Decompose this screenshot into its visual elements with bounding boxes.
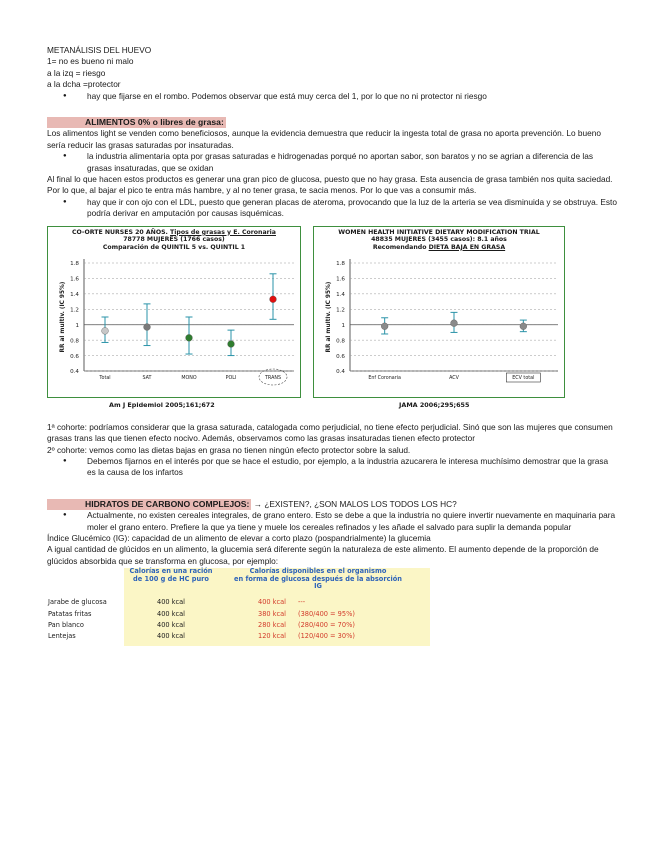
- gi-index: (280/400 = 70%): [298, 620, 355, 629]
- chart-whi-trial: [313, 226, 565, 398]
- section-heading-hc-tail: → ¿EXISTEN?, ¿SON MALOS LOS TODOS LOS HC?: [253, 498, 457, 509]
- gi-kcal: 400 kcal: [157, 632, 185, 641]
- chart2-tick-label: 1.6: [336, 276, 345, 283]
- chart1-title-2: 78778 MUJERES (1766 casos): [123, 236, 225, 244]
- chart2-category-label: Enf Coronaria: [368, 375, 401, 381]
- chart1-tick-label: 1: [75, 322, 79, 329]
- chart1-point-trans: [270, 296, 277, 303]
- chart1-category-label: TRANS: [265, 375, 281, 381]
- gi-header-1a: Calorías en una ración: [129, 567, 213, 576]
- chart1-point-poli: [228, 340, 235, 347]
- chart2-point-acv: [451, 319, 458, 326]
- fat-paragraph-1: Los alimentos light se venden como beneficiosos, aunque la evidencia demuestra que reducir la ingesta total de grasa no aporta prevención. Lo bueno sería reducir las grasas saturadas por insaturadas.: [47, 128, 601, 150]
- chart1-point-mono: [186, 334, 193, 341]
- chart1-point-total: [102, 327, 109, 334]
- chart1-tick-label: 0.6: [70, 353, 79, 360]
- gi-food: Lentejas: [48, 632, 76, 641]
- gi-index: ---: [298, 598, 306, 607]
- intro-title: METANÁLISIS DEL HUEVO: [47, 45, 152, 55]
- gi-kcal: 400 kcal: [157, 620, 185, 629]
- gi-available: 380 kcal: [258, 609, 286, 618]
- interest-bullet: ● Debemos fijarnos en el interés por que se hace el estudio, por ejemplo, a la industria azucarera le interesa muchísimo demostrar que la grasa es la causa de los infartos: [47, 456, 617, 479]
- fat-bullet-1: ● la industria alimentaria opta por grasas saturadas e hidrogenadas porqué no aportan sabor, son baratos y no se agrian a diferencia de las grasas insaturadas, que se oxidan: [47, 151, 617, 174]
- chart2-title-3b: DIETA BAJA EN GRASA: [428, 243, 506, 251]
- hc-paragraph-1: Índice Glucémico (IG): capacidad de un alimento de elevar a corto plazo (pospandrialmente) la glucemia: [47, 532, 431, 543]
- chart1-tick-label: 1.6: [70, 276, 79, 283]
- chart2-title-2: 48835 MUJERES (3455 casos): 8.1 años: [371, 236, 507, 244]
- chart2-tick-label: 1.2: [336, 307, 345, 314]
- chart2-tick-label: 1.8: [336, 260, 345, 267]
- gi-header-2a: Calorías disponibles en el organismo: [249, 567, 387, 576]
- chart1-tick-label: 1.2: [70, 307, 79, 314]
- chart1-category-label: MONO: [181, 375, 197, 381]
- chart2-tick-label: 1: [341, 322, 345, 329]
- gi-kcal: 400 kcal: [157, 609, 185, 618]
- table-row: [46, 620, 420, 631]
- section-heading-hc: HIDRATOS DE CARBONO COMPLEJOS:: [47, 499, 251, 510]
- fat-bullet-2: ● hay que ir con ojo con el LDL, puesto que generan placas de ateroma, provocando que la luz de la arteria se vea disminuida y se obstruya. Esto podría derivar en amputación por causas isquémicas.: [47, 197, 617, 220]
- chart1-y-label: RR al multiv. (IC 95%): [60, 281, 66, 353]
- chart1-category-label: Total: [99, 375, 111, 381]
- fat-paragraph-2: Al final lo que hacen estos productos es generar una gran pico de glucosa, puesto que no hay grasa. Esta ausencia de grasa también nos quita saciedad. Por lo que, al bajar el pico te entra más hambre, y al no tener grasa, te sacia menos. Por lo que vas a consumir más.: [47, 174, 613, 196]
- chart1-title-b: Tipos de grasas y E. Coronaria: [170, 228, 276, 236]
- chart2-title-3a: Recomendando: [372, 243, 429, 251]
- gi-header-2b: en forma de glucosa después de la absorción: [234, 574, 402, 583]
- hc-paragraph-2: A igual cantidad de glúcidos en un alimento, la glucemia será diferente según la naturaleza de este alimento. El aumento depende de la proporción de glúcidos absorbida que se transforma en glucosa, por ejemplo:: [47, 544, 599, 566]
- section-heading-fat: ALIMENTOS 0% o libres de grasa:: [47, 117, 226, 128]
- cohort-2-paragraph: 2º cohorte: vemos como las dietas bajas en grasa no tienen ningún efecto protector sobre la salud.: [47, 444, 411, 455]
- gi-available: 120 kcal: [258, 632, 286, 641]
- hc-bullet-1: ● Actualmente, no existen cereales integrales, de grano entero. Esto se debe a que la industria no quiere invertir nuevamente en maquinaria para moler el grano entero. Prefiere la que ya tiene y muele los cereales refinados y les añade el salvado para suplir la demanda popular: [47, 510, 617, 533]
- chart1-tick-label: 1.8: [70, 260, 79, 267]
- gi-header-1b: de 100 g de HC puro: [133, 574, 209, 583]
- intro-bullet: ● hay que fijarse en el rombo. Podemos observar que está muy cerca del 1, por lo que no ni protector ni riesgo: [47, 91, 617, 102]
- chart2-point-ecv-total: [520, 323, 527, 330]
- charts-row: [47, 226, 617, 422]
- gi-kcal: 400 kcal: [157, 598, 185, 607]
- cohort-1-paragraph: 1ª cohorte: podríamos considerar que la grasa saturada, catalogada como perjudicial, no tiene efecto perjudicial. Sinó que son las mujeres que consumen grasas trans las que tienen efecto nocivo. Además, observamos como las grasas insaturadas tienen efecto protector: [47, 421, 613, 444]
- table-row: [46, 597, 420, 608]
- gi-available: 400 kcal: [258, 598, 286, 607]
- intro-line-1: 1= no es bueno ni malo: [47, 56, 134, 67]
- gi-index: (380/400 = 95%): [298, 609, 355, 618]
- gi-available: 280 kcal: [258, 620, 286, 629]
- intro-line-3: a la dcha =protector: [47, 79, 121, 90]
- chart2-category-label: ECV total: [512, 375, 535, 381]
- chart2-y-label: RR al multiv. (IC 95%): [326, 281, 332, 353]
- chart2-tick-label: 0.6: [336, 353, 345, 360]
- chart2-title-1: WOMEN HEALTH INITIATIVE DIETARY MODIFICATION TRIAL: [338, 228, 540, 236]
- gi-food: Patatas fritas: [48, 609, 92, 618]
- chart1-title-a: CO-ORTE NURSES 20 AÑOS.: [72, 228, 171, 236]
- chart2-source: JAMA 2006;295;655: [399, 400, 470, 409]
- intro-line-2: a la izq = riesgo: [47, 67, 106, 78]
- chart2-tick-label: 0.4: [336, 368, 345, 375]
- chart2-plot: [314, 253, 564, 393]
- chart1-category-label: POLI: [225, 375, 237, 381]
- table-row: [46, 609, 420, 620]
- chart1-title-3: Comparación de QUINTIL 5 vs. QUINTIL 1: [102, 243, 246, 251]
- chart1-plot: [48, 253, 300, 393]
- chart1-tick-label: 1.4: [70, 291, 79, 298]
- chart1-point-sat: [144, 323, 151, 330]
- chart2-tick-label: 0.8: [336, 338, 345, 345]
- gi-header-2c: IG: [314, 582, 322, 591]
- chart1-source: Am J Epidemiol 2005;161;672: [109, 400, 215, 409]
- gi-food: Jarabe de glucosa: [48, 598, 107, 607]
- chart2-tick-label: 1.4: [336, 291, 345, 298]
- glycemic-index-table: [46, 568, 616, 643]
- chart2-point-enf-coronaria: [381, 323, 388, 330]
- document-page: [47, 45, 617, 643]
- chart1-tick-label: 0.4: [70, 368, 79, 375]
- chart2-category-label: ACV: [449, 375, 459, 381]
- gi-index: (120/400 = 30%): [298, 632, 355, 641]
- chart1-category-label: SAT: [142, 375, 152, 381]
- chart-nurses-cohort: [47, 226, 301, 398]
- gi-food: Pan blanco: [48, 620, 84, 629]
- table-row: [46, 631, 420, 642]
- chart1-tick-label: 0.8: [70, 338, 79, 345]
